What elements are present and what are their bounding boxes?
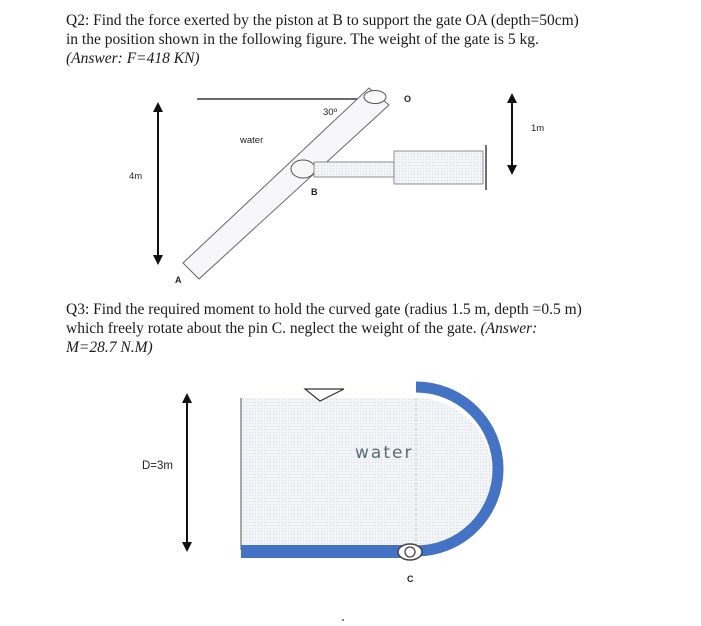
q3-bottom-floor (241, 545, 416, 558)
q3-depth-label: D=3m (142, 460, 173, 472)
question-3-line-1: Q3: Find the required moment to hold the curved gate (radius 1.5 m, depth =0.5 m) (66, 301, 582, 318)
q3-water-body (241, 398, 416, 550)
q2-figure (129, 88, 544, 285)
q3-water-label: water (355, 443, 414, 463)
q2-point-b-label: B (311, 187, 318, 197)
question-3-line-2-text: which freely rotate about the pin C. neglect the weight of the gate. (66, 320, 481, 337)
q3-pin-c-inner (405, 547, 415, 557)
q2-water-label: water (240, 135, 264, 146)
q2-point-a-label: A (175, 275, 182, 285)
q2-height-1m-label: 1m (531, 123, 545, 134)
q3-pin-c-label: C (407, 574, 414, 584)
q2-joint-b (291, 160, 315, 178)
q2-point-o-label: O (404, 94, 412, 104)
q2-piston-cylinder (394, 151, 483, 184)
question-2-line-1: Q2: Find the force exerted by the piston at B to support the gate OA (depth=50cm) (66, 12, 579, 29)
q3-stray-dot (342, 619, 344, 621)
question-3-answer-value: M=28.7 N.M) (66, 339, 153, 356)
question-2-line-2: in the position shown in the following figure. The weight of the gate is 5 kg. (66, 31, 539, 48)
q2-height-4m-label: 4m (129, 171, 143, 182)
q2-hinge-o (364, 91, 386, 104)
q2-inclined-gate (183, 88, 389, 279)
q2-piston-rod (314, 162, 394, 177)
question-3-answer-prefix: (Answer: (480, 320, 538, 337)
q3-figure (142, 387, 498, 621)
question-2-answer: (Answer: F=418 KN) (66, 50, 200, 67)
q2-angle-label: 30º (323, 107, 338, 118)
